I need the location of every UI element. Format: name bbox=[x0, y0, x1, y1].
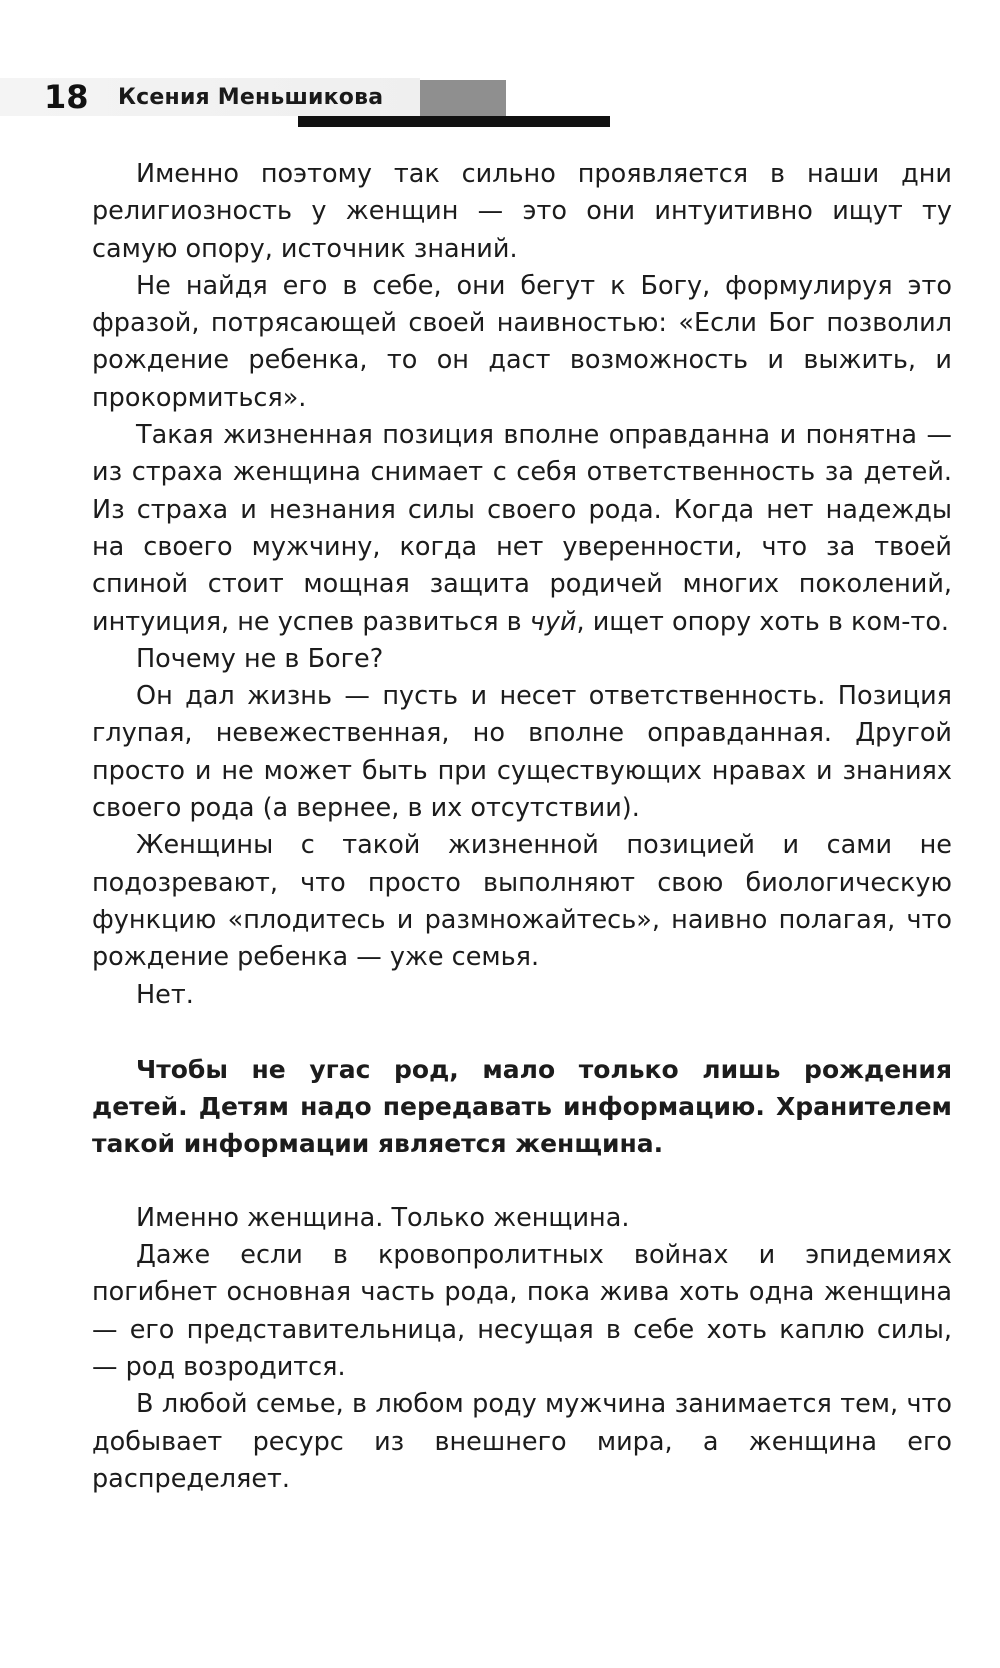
header-black-rule bbox=[298, 116, 610, 127]
body-text bbox=[92, 156, 952, 1498]
running-head-author: Ксения Меньшикова bbox=[118, 85, 384, 110]
paragraph-4: Почему не в Боге? bbox=[136, 643, 384, 674]
paragraph-5: Он дал жизнь — пусть и несет ответственность. Позиция глупая, невежественная, но вполне оправданная. Другой просто и не может быть при существующих нравах и знаниях своего рода (а вернее, в их отсутствии). bbox=[92, 681, 952, 824]
italic-word: чуй bbox=[529, 606, 577, 637]
paragraph-2: Не найдя его в себе, они бегут к Богу, формулируя это фразой, потрясающей своей наивностью: «Если Бог позволил рождение ребенка, то он даст возможность и выжить, и прокормиться». bbox=[92, 270, 952, 413]
page-number: 18 bbox=[44, 78, 89, 116]
paragraph-3 bbox=[92, 417, 952, 641]
page-header bbox=[0, 78, 1000, 130]
paragraph-7: Нет. bbox=[136, 979, 194, 1010]
paragraph-3-before: Такая жизненная позиция вполне оправданна и понятна — из страха женщина снимает с себя ответственность за детей. Из страха и незнания силы своего рода. Когда нет надежды на своего мужчину, когда нет уверенности, что за твоей спиной стоит мощная защита родичей многих поколений, интуиция, не успев развиться в bbox=[92, 420, 952, 637]
paragraph-9: Даже если в кровопролитных войнах и эпидемиях погибнет основная часть рода, пока жива хоть одна женщина — его представительница, несущая в себе хоть каплю силы, — род возродится. bbox=[92, 1240, 952, 1382]
header-gray-block bbox=[420, 80, 506, 116]
paragraph-8: Именно женщина. Только женщина. bbox=[136, 1202, 630, 1233]
paragraph-3-after: , ищет опору хоть в ком-то. bbox=[576, 606, 950, 637]
bold-paragraph: Чтобы не угас род, мало только лишь рождения детей. Детям надо передавать информацию. Хранителем такой информации является женщина. bbox=[92, 1054, 952, 1159]
paragraph-1: Именно поэтому так сильно проявляется в наши дни религиозность у женщин — это они интуитивно ищут ту самую опору, источник знаний. bbox=[92, 159, 952, 264]
paragraph-6: Женщины с такой жизненной позицией и сами не подозревают, что просто выполняют свою биологическую функцию «плодитесь и размножайтесь», наивно полагая, что рождение ребенка — уже семья. bbox=[92, 830, 952, 973]
paragraph-10: В любой семье, в любом роду мужчина занимается тем, что добывает ресурс из внешнего мира, а женщина его распределяет. bbox=[92, 1389, 952, 1494]
